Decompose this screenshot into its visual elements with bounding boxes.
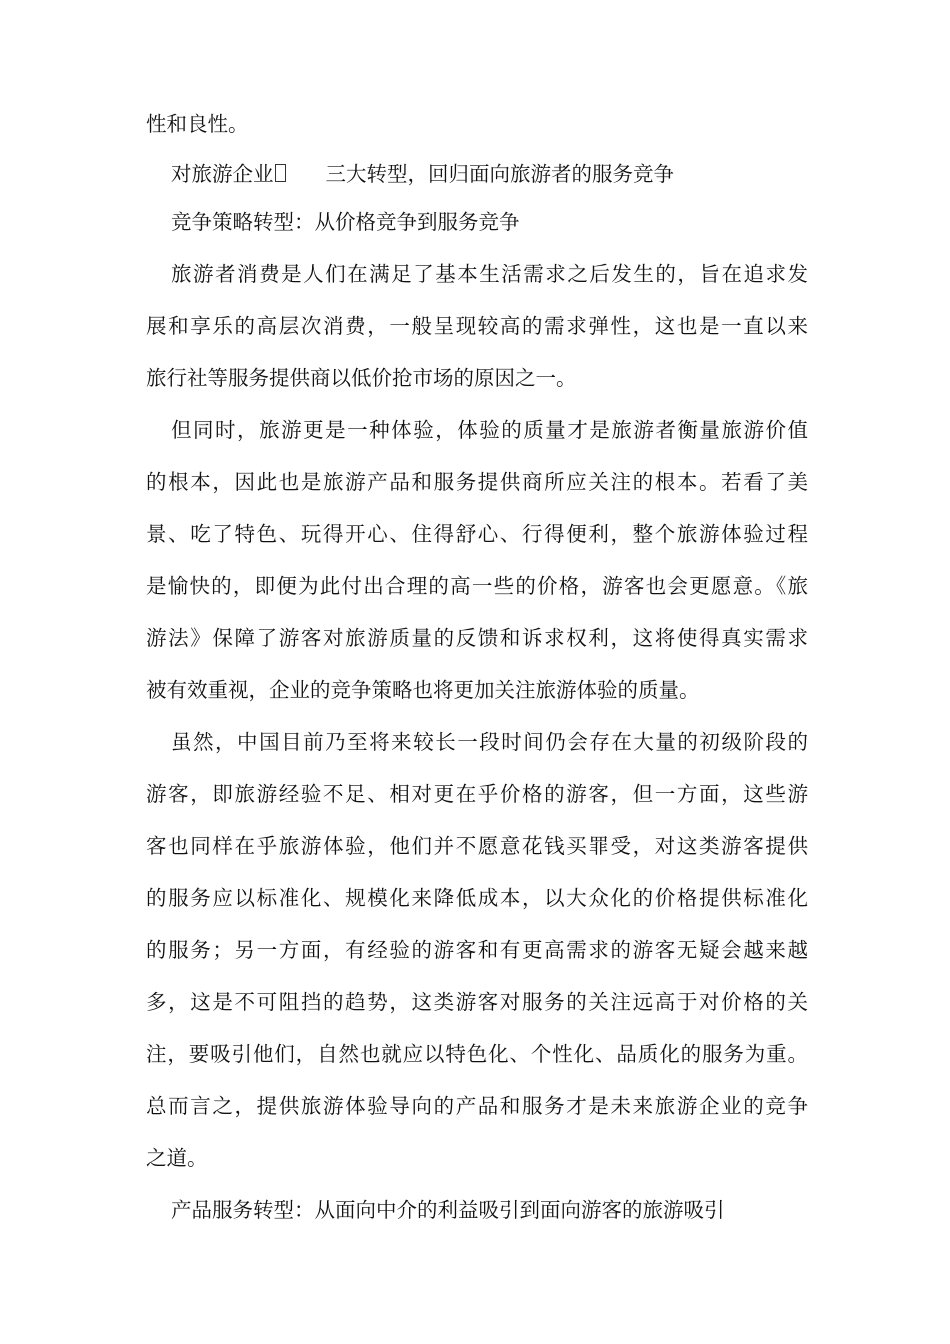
paragraph-1 (146, 262, 808, 390)
section-heading-2: 竞争策略转型：从价格竞争到服务竞争 (171, 210, 520, 234)
paragraph-line: 性和良性。 (146, 112, 249, 136)
paragraph-line: 总而言之，提供旅游体验导向的产品和服务才是未来旅游企业的竞争 (146, 1094, 808, 1118)
section-heading-3: 产品服务转型：从面向中介的利益吸引到面向游客的旅游吸引 (171, 1198, 725, 1222)
paragraph-line: 之道。 (146, 1146, 208, 1170)
paragraph-line: 虽然，中国目前乃至将来较长一段时间仍会存在大量的初级阶段的 (171, 730, 808, 754)
paragraph-line: 但同时，旅游更是一种体验，体验的质量才是旅游者衡量旅游价值 (171, 418, 808, 442)
section-heading-1 (146, 162, 808, 186)
paragraph-line: 展和享乐的高层次消费，一般呈现较高的需求弹性，这也是一直以来 (146, 314, 808, 338)
paragraph-line: 注，要吸引他们，自然也就应以特色化、个性化、品质化的服务为重。 (146, 1042, 808, 1066)
paragraph-line: 被有效重视，企业的竞争策略也将更加关注旅游体验的质量。 (146, 678, 700, 702)
paragraph-3 (146, 730, 808, 1170)
paragraph-line: 的服务；另一方面，有经验的游客和有更高需求的游客无疑会越来越 (146, 938, 808, 962)
heading-text-right: 三大转型，回归面向旅游者的服务竞争 (325, 162, 674, 186)
paragraph-2 (146, 418, 808, 702)
paragraph-line: 的服务应以标准化、规模化来降低成本，以大众化的价格提供标准化 (146, 886, 808, 910)
paragraph-line: 旅游者消费是人们在满足了基本生活需求之后发生的，旨在追求发 (171, 262, 808, 286)
missing-glyph-box (275, 164, 286, 182)
paragraph-line: 客也同样在乎旅游体验，他们并不愿意花钱买罪受，对这类游客提供 (146, 834, 808, 858)
paragraph-line: 游法》保障了游客对旅游质量的反馈和诉求权利，这将使得真实需求 (146, 626, 808, 650)
paragraph-line: 游客，即旅游经验不足、相对更在乎价格的游客，但一方面，这些游 (146, 782, 808, 806)
paragraph-line: 旅行社等服务提供商以低价抢市场的原因之一。 (146, 366, 577, 390)
paragraph-line: 多，这是不可阻挡的趋势，这类游客对服务的关注远高于对价格的关 (146, 990, 808, 1014)
paragraph-line: 景、吃了特色、玩得开心、住得舒心、行得便利，整个旅游体验过程 (146, 522, 808, 546)
paragraph-line: 是愉快的，即便为此付出合理的高一些的价格，游客也会更愿意。《旅 (146, 574, 808, 598)
document-page (146, 112, 808, 1222)
heading-text-left: 对旅游企业 (171, 162, 274, 186)
paragraph-line: 的根本，因此也是旅游产品和服务提供商所应关注的根本。若看了美 (146, 470, 808, 494)
